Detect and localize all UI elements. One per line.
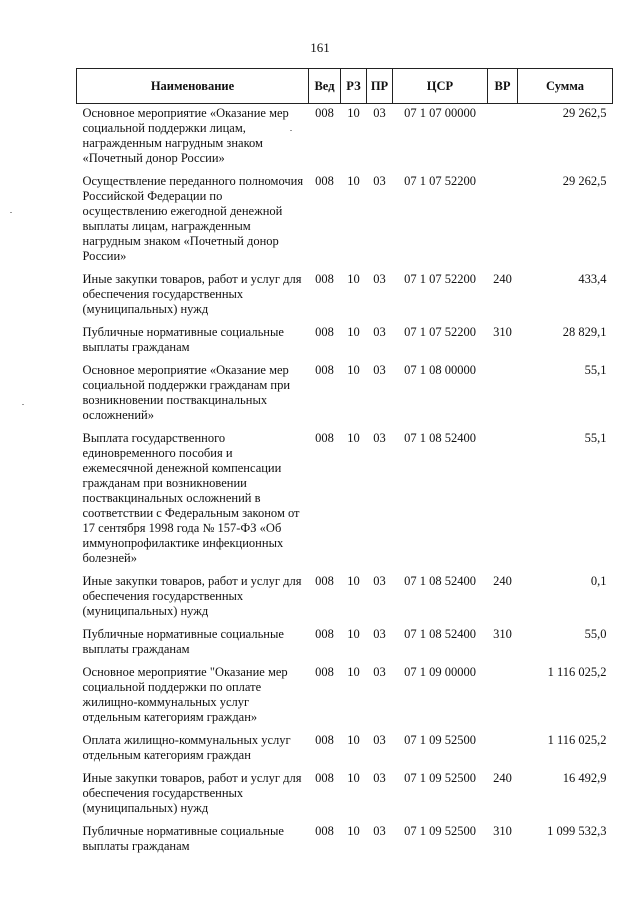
table-row: [77, 104, 613, 175]
cell-ved: 008: [315, 733, 334, 747]
cell-ved: 008: [315, 627, 334, 641]
cell-name: Основное мероприятие «Оказание мер социальной поддержки лицам, награжденным нагрудным знаком «Почетный донор России»: [82, 106, 289, 165]
cell-rz: 10: [347, 363, 360, 377]
cell-ved: 008: [315, 574, 334, 588]
cell-sum: 1 099 532,3: [547, 824, 607, 838]
cell-sum: 29 262,5: [562, 174, 607, 188]
cell-sum: 433,4: [578, 272, 607, 286]
cell-rz: 10: [347, 272, 360, 286]
page-number: 161: [310, 40, 330, 55]
cell-sum: 55,0: [584, 627, 607, 641]
cell-ved: 008: [315, 363, 334, 377]
header-csr: ЦСР: [393, 69, 488, 104]
cell-rz: 10: [347, 106, 360, 120]
cell-rz: 10: [347, 665, 360, 679]
cell-pr: 03: [373, 363, 386, 377]
table-header: [77, 69, 613, 104]
header-ved: Вед: [309, 69, 341, 104]
cell-csr: 07 1 09 52500: [404, 771, 476, 785]
cell-rz: 10: [347, 733, 360, 747]
cell-pr: 03: [373, 106, 386, 120]
budget-table: [76, 68, 613, 862]
cell-csr: 07 1 07 52200: [404, 174, 476, 188]
cell-pr: 03: [373, 771, 386, 785]
cell-name: Публичные нормативные социальные выплаты гражданам: [82, 627, 284, 656]
cell-name: Иные закупки товаров, работ и услуг для обеспечения государственных (муниципальных) нужд: [82, 771, 302, 815]
cell-vr: [488, 174, 518, 272]
cell-ved: 008: [315, 771, 334, 785]
table-row: [77, 272, 613, 325]
cell-name: Основное мероприятие «Оказание мер социальной поддержки гражданам при возникновении поствакцинальных осложнений»: [82, 363, 291, 422]
cell-ved: 008: [315, 431, 334, 445]
scan-speck: [290, 130, 292, 131]
cell-csr: 07 1 07 52200: [404, 325, 476, 339]
cell-pr: 03: [373, 325, 386, 339]
cell-rz: 10: [347, 174, 360, 188]
cell-vr: [488, 431, 518, 574]
scan-speck: [10, 212, 12, 213]
cell-rz: 10: [347, 574, 360, 588]
cell-pr: 03: [373, 574, 386, 588]
table-row: [77, 431, 613, 574]
cell-csr: 07 1 09 00000: [404, 665, 476, 679]
cell-csr: 07 1 08 52400: [404, 431, 476, 445]
cell-name: Публичные нормативные социальные выплаты гражданам: [82, 824, 284, 853]
cell-vr: [488, 733, 518, 771]
cell-sum: 0,1: [590, 574, 607, 588]
cell-csr: 07 1 09 52500: [404, 824, 476, 838]
table-body: [77, 104, 613, 863]
header-pr: ПР: [367, 69, 393, 104]
cell-vr: 310: [493, 627, 512, 641]
header-row: [77, 69, 613, 104]
cell-name: Иные закупки товаров, работ и услуг для обеспечения государственных (муниципальных) нужд: [82, 272, 302, 316]
cell-sum: 28 829,1: [562, 325, 607, 339]
cell-vr: 240: [493, 574, 512, 588]
header-name: Наименование: [77, 69, 309, 104]
cell-rz: 10: [347, 325, 360, 339]
table-row: [77, 824, 613, 862]
table-row: [77, 574, 613, 627]
cell-csr: 07 1 07 00000: [404, 106, 476, 120]
header-sum: Сумма: [518, 69, 613, 104]
table-row: [77, 627, 613, 665]
cell-rz: 10: [347, 627, 360, 641]
table-row: [77, 363, 613, 431]
cell-vr: [488, 363, 518, 431]
cell-name: Оплата жилищно-коммунальных услуг отдельным категориям граждан: [82, 733, 291, 762]
cell-csr: 07 1 08 52400: [404, 574, 476, 588]
cell-sum: 1 116 025,2: [547, 733, 607, 747]
cell-ved: 008: [315, 665, 334, 679]
cell-rz: 10: [347, 771, 360, 785]
table-row: [77, 174, 613, 272]
cell-ved: 008: [315, 174, 334, 188]
cell-vr: 240: [493, 771, 512, 785]
cell-pr: 03: [373, 824, 386, 838]
cell-csr: 07 1 08 00000: [404, 363, 476, 377]
cell-sum: 55,1: [584, 431, 607, 445]
cell-ved: 008: [315, 272, 334, 286]
header-vr: ВР: [488, 69, 518, 104]
cell-rz: 10: [347, 431, 360, 445]
table-row: [77, 325, 613, 363]
cell-vr: [488, 665, 518, 733]
cell-csr: 07 1 08 52400: [404, 627, 476, 641]
cell-pr: 03: [373, 272, 386, 286]
cell-name: Публичные нормативные социальные выплаты гражданам: [82, 325, 284, 354]
cell-sum: 29 262,5: [562, 106, 607, 120]
scan-speck: [22, 404, 24, 405]
cell-sum: 55,1: [584, 363, 607, 377]
cell-rz: 10: [347, 824, 360, 838]
cell-vr: 310: [493, 325, 512, 339]
cell-name: Основное мероприятие "Оказание мер социальной поддержки по оплате жилищно-коммунальных услуг отдельным категориям граждан»: [82, 665, 288, 724]
cell-vr: 240: [493, 272, 512, 286]
cell-pr: 03: [373, 627, 386, 641]
cell-name: Осуществление переданного полномочия Российской Федерации по осуществлению ежегодной денежной выплаты лицам, награжденным нагрудным знаком «Почетный донор России»: [82, 174, 304, 263]
cell-name: Выплата государственного единовременного пособия и ежемесячной денежной компенсации гражданам при возникновении поствакцинальных осложнений в соответствии с Федеральным законом от 17 сентября 1998 года № 157-ФЗ «Об иммунопрофилактике инфекционных болезней»: [82, 431, 300, 565]
cell-csr: 07 1 07 52200: [404, 272, 476, 286]
cell-vr: [488, 104, 518, 175]
cell-sum: 1 116 025,2: [547, 665, 607, 679]
cell-vr: 310: [493, 824, 512, 838]
cell-ved: 008: [315, 824, 334, 838]
budget-table-container: [76, 68, 612, 862]
cell-pr: 03: [373, 665, 386, 679]
header-rz: РЗ: [341, 69, 367, 104]
table-row: [77, 733, 613, 771]
table-row: [77, 665, 613, 733]
table-row: [77, 771, 613, 824]
cell-ved: 008: [315, 106, 334, 120]
cell-ved: 008: [315, 325, 334, 339]
cell-sum: 16 492,9: [562, 771, 607, 785]
cell-name: Иные закупки товаров, работ и услуг для обеспечения государственных (муниципальных) нужд: [82, 574, 302, 618]
cell-pr: 03: [373, 174, 386, 188]
cell-pr: 03: [373, 733, 386, 747]
cell-csr: 07 1 09 52500: [404, 733, 476, 747]
cell-pr: 03: [373, 431, 386, 445]
